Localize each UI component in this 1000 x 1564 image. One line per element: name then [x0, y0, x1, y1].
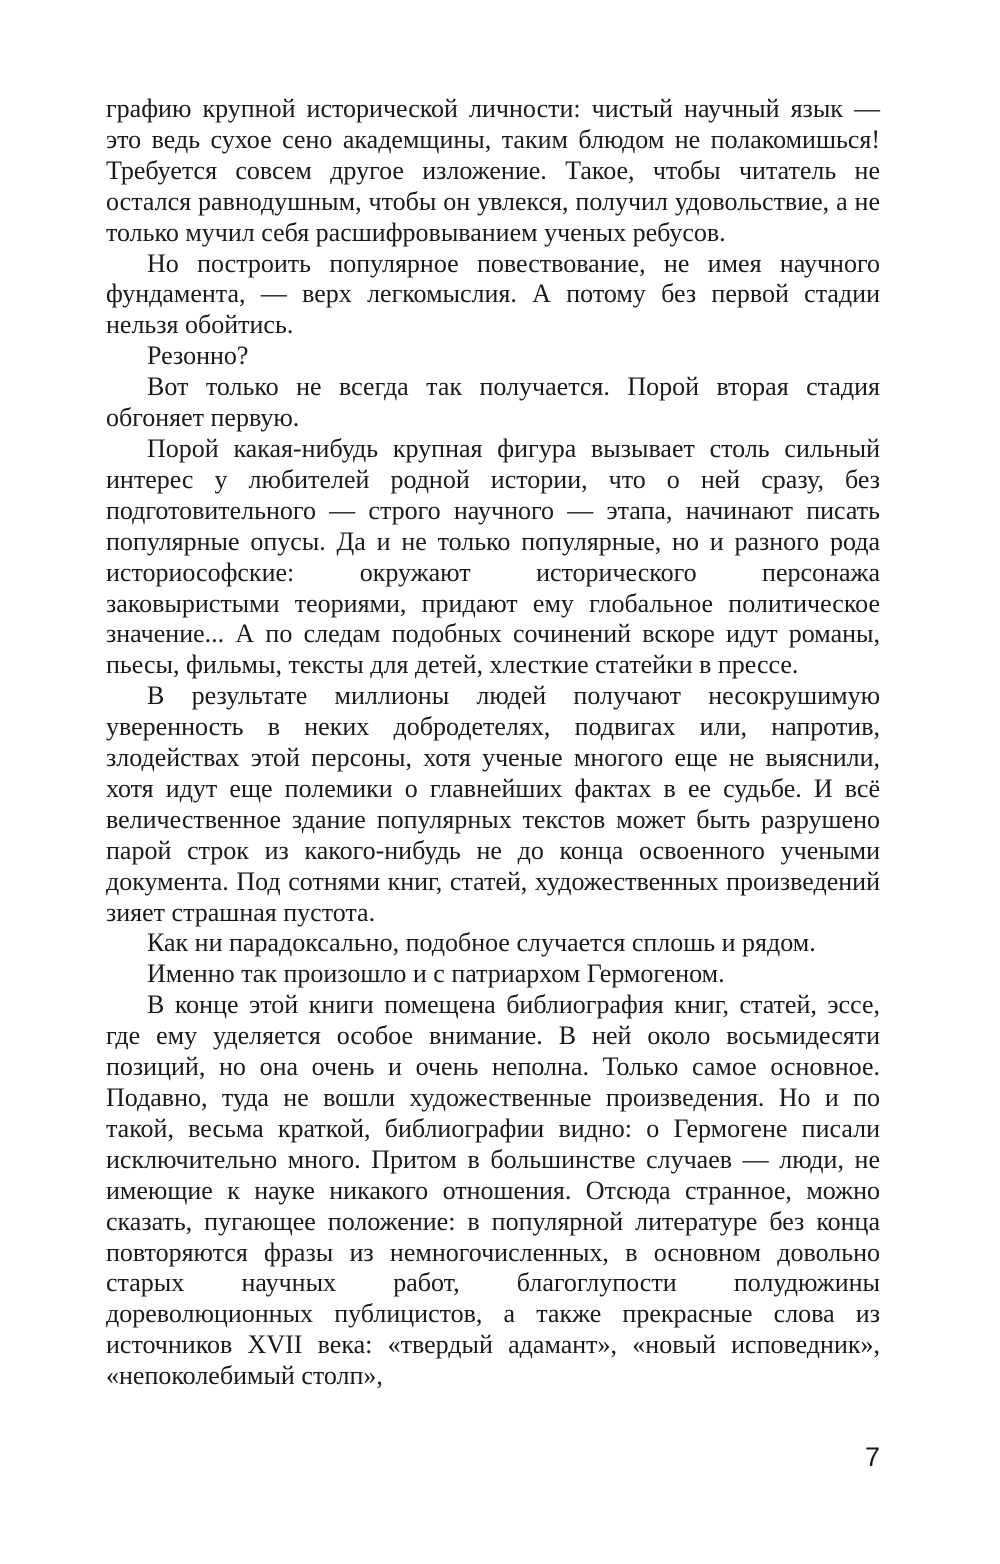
paragraph-3: Резонно? — [147, 341, 249, 371]
paragraph-5: Порой какая-нибудь крупная фигура вызывает столь сильный интерес у любителей родной истории, что о ней сразу, без подготовительного — строго научного — этапа, начинают писать популярные опусы. Да и не только популярные, но и разного рода историософские: окружают исторического персонажа заковыристыми теориями, придают ему глобальное политическое значение... А по следам подобных сочинений вскоре идут романы, пьесы, фильмы, тексты для детей, хлесткие статейки в прессе. — [106, 433, 880, 680]
paragraph-9: В конце этой книги помещена библиография книг, статей, эссе, где ему уделяется особое внимание. В ней около восьмидесяти позиций, но она очень и очень неполна. Только самое основное. Подавно, туда не вошли художественные произведения. Но и по такой, весьма краткой, библиографии видно: о Гермогене писали исключительно много. Притом в большинстве случаев — люди, не имеющие к науке никакого отношения. Отсюда странное, можно сказать, пугающее положение: в популярной литературе без конца повторяются фразы из немногочисленных, в основном довольно старых научных работ, благоглупости полудюжины дореволюционных публицистов, а также прекрасные слова из источников XVII века: «твердый адамант», «новый исповедник», «непоколебимый столп», — [106, 990, 880, 1391]
paragraph-1: графию крупной исторической личности: чистый научный язык — это ведь сухое сено академщины, таким блюдом не полакомишься! Требуется совсем другое изложение. Такое, чтобы читатель не остался равнодушным, чтобы он увлекся, получил удовольствие, а не только мучил себя расшифровыванием ученых ребусов. — [106, 94, 880, 247]
page-body — [106, 94, 880, 1392]
paragraph-2: Но построить популярное повествование, не имея научного фундамента, — верх легкомыслия. А потому без первой стадии нельзя обойтись. — [106, 248, 880, 340]
page-number: 7 — [864, 1442, 880, 1472]
paragraph-8: Именно так произошло и с патриархом Гермогеном. — [147, 959, 725, 989]
paragraph-7: Как ни парадоксально, подобное случается сплошь и рядом. — [147, 928, 816, 958]
paragraph-4: Вот только не всегда так получается. Порой вторая стадия обгоняет первую. — [106, 372, 880, 433]
paragraph-6: В результате миллионы людей получают несокрушимую уверенность в неких добродетелях, подвигах или, напротив, злодействах этой персоны, хотя ученые многого еще не выяснили, хотя идут еще полемики о главнейших фактах в ее судьбе. И всё величественное здание популярных текстов может быть разрушено парой строк из какого-нибудь не до конца освоенного учеными документа. Под сотнями книг, статей, художественных произведений зияет страшная пустота. — [106, 681, 880, 927]
